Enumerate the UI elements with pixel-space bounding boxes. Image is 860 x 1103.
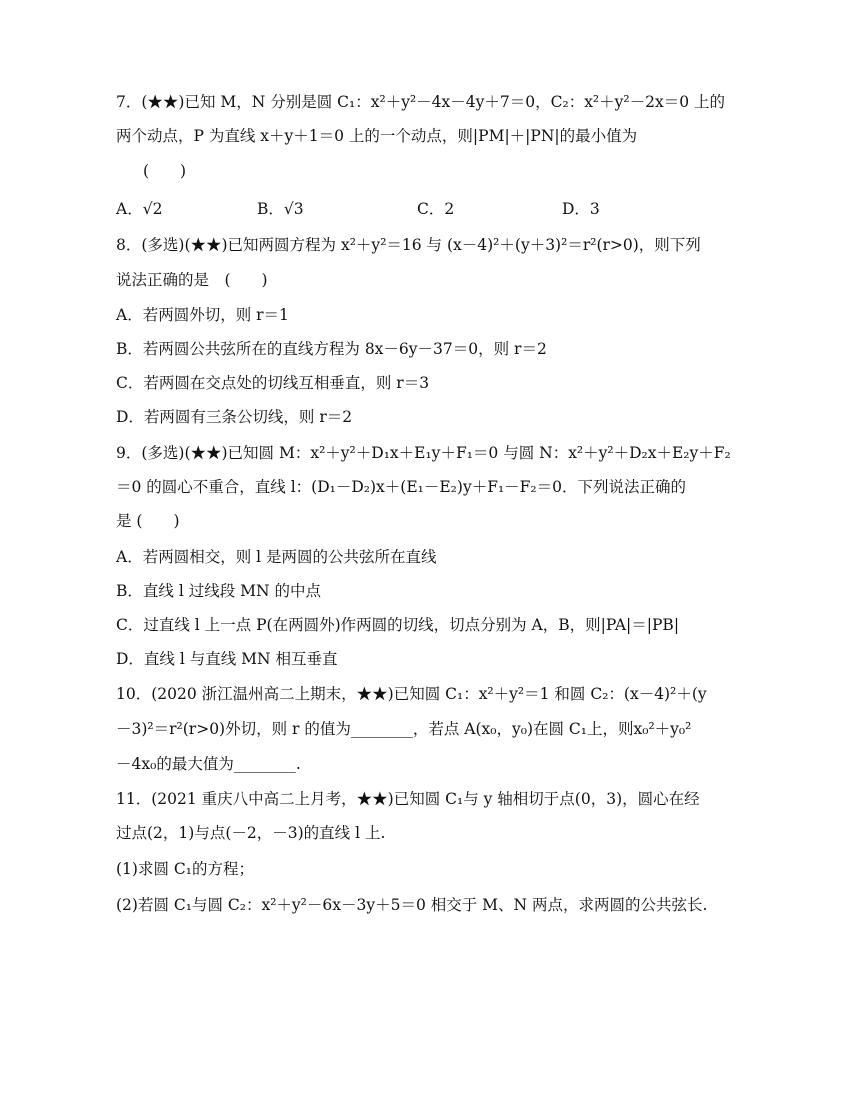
q7-option-b: B．√3 <box>257 200 304 218</box>
q10-line-1: 10．(2020 浙江温州高二上期末，★★)已知圆 C₁：x²＋y²＝1 和圆 C₂：(x－4)²＋(y <box>116 685 707 703</box>
q9-option-c: C．过直线 l 上一点 P(在两圆外)作两圆的切线，切点分别为 A，B，则|PA|＝|PB| <box>116 616 680 634</box>
q7-answer-blank: ( ) <box>143 162 187 180</box>
q11-part-2: (2)若圆 C₁与圆 C₂：x²＋y²－6x－3y＋5＝0 相交于 M、N 两点，求两圆的公共弦长. <box>116 896 708 914</box>
q8-line-1: 8．(多选)(★★)已知两圆方程为 x²＋y²＝16 与 (x－4)²＋(y＋3)²＝r²(r>0)，则下列 <box>116 236 701 254</box>
q9-option-b: B．直线 l 过线段 MN 的中点 <box>116 582 321 600</box>
q11-line-2: 过点(2，1)与点(－2，－3)的直线 l 上. <box>116 824 386 842</box>
q11-line-1: 11．(2021 重庆八中高二上月考，★★)已知圆 C₁与 y 轴相切于点(0，3)，圆心在经 <box>116 790 700 808</box>
q8-option-a: A．若两圆外切，则 r＝1 <box>116 306 289 324</box>
q7-option-c: C．2 <box>417 200 455 218</box>
q9-option-d: D．直线 l 与直线 MN 相互垂直 <box>116 650 338 668</box>
q9-line-1: 9．(多选)(★★)已知圆 M：x²＋y²＋D₁x＋E₁y＋F₁＝0 与圆 N：x²＋y²＋D₂x＋E₂y＋F₂ <box>116 444 731 462</box>
q9-option-a: A．若两圆相交，则 l 是两圆的公共弦所在直线 <box>116 548 437 566</box>
q8-option-c: C．若两圆在交点处的切线互相垂直，则 r＝3 <box>116 374 430 392</box>
q8-option-b: B．若两圆公共弦所在的直线方程为 8x－6y－37＝0，则 r＝2 <box>116 340 547 358</box>
q11-part-1: (1)求圆 C₁的方程； <box>116 860 254 878</box>
q9-line-2: ＝0 的圆心不重合，直线 l：(D₁－D₂)x＋(E₁－E₂)y＋F₁－F₂＝0．下列说法正确的 <box>116 478 686 496</box>
q8-option-d: D．若两圆有三条公切线，则 r＝2 <box>116 408 353 426</box>
q10-line-3: －4x₀的最大值为________. <box>116 755 301 773</box>
q7-line-2: 两个动点，P 为直线 x＋y＋1＝0 上的一个动点，则|PM|＋|PN|的最小值为 <box>116 127 638 145</box>
q7-option-a: A．√2 <box>116 200 163 218</box>
q7-line-1: 7．(★★)已知 M，N 分别是圆 C₁：x²＋y²－4x－4y＋7＝0，C₂：x²＋y²－2x＝0 上的 <box>116 93 726 111</box>
q10-line-2: －3)²＝r²(r>0)外切，则 r 的值为________，若点 A(x₀，y₀)在圆 C₁上，则x₀²＋y₀² <box>116 720 692 738</box>
q9-line-3: 是 ( ) <box>116 512 180 530</box>
q7-option-d: D．3 <box>562 200 600 218</box>
q8-line-2: 说法正确的是 ( ) <box>116 271 268 289</box>
